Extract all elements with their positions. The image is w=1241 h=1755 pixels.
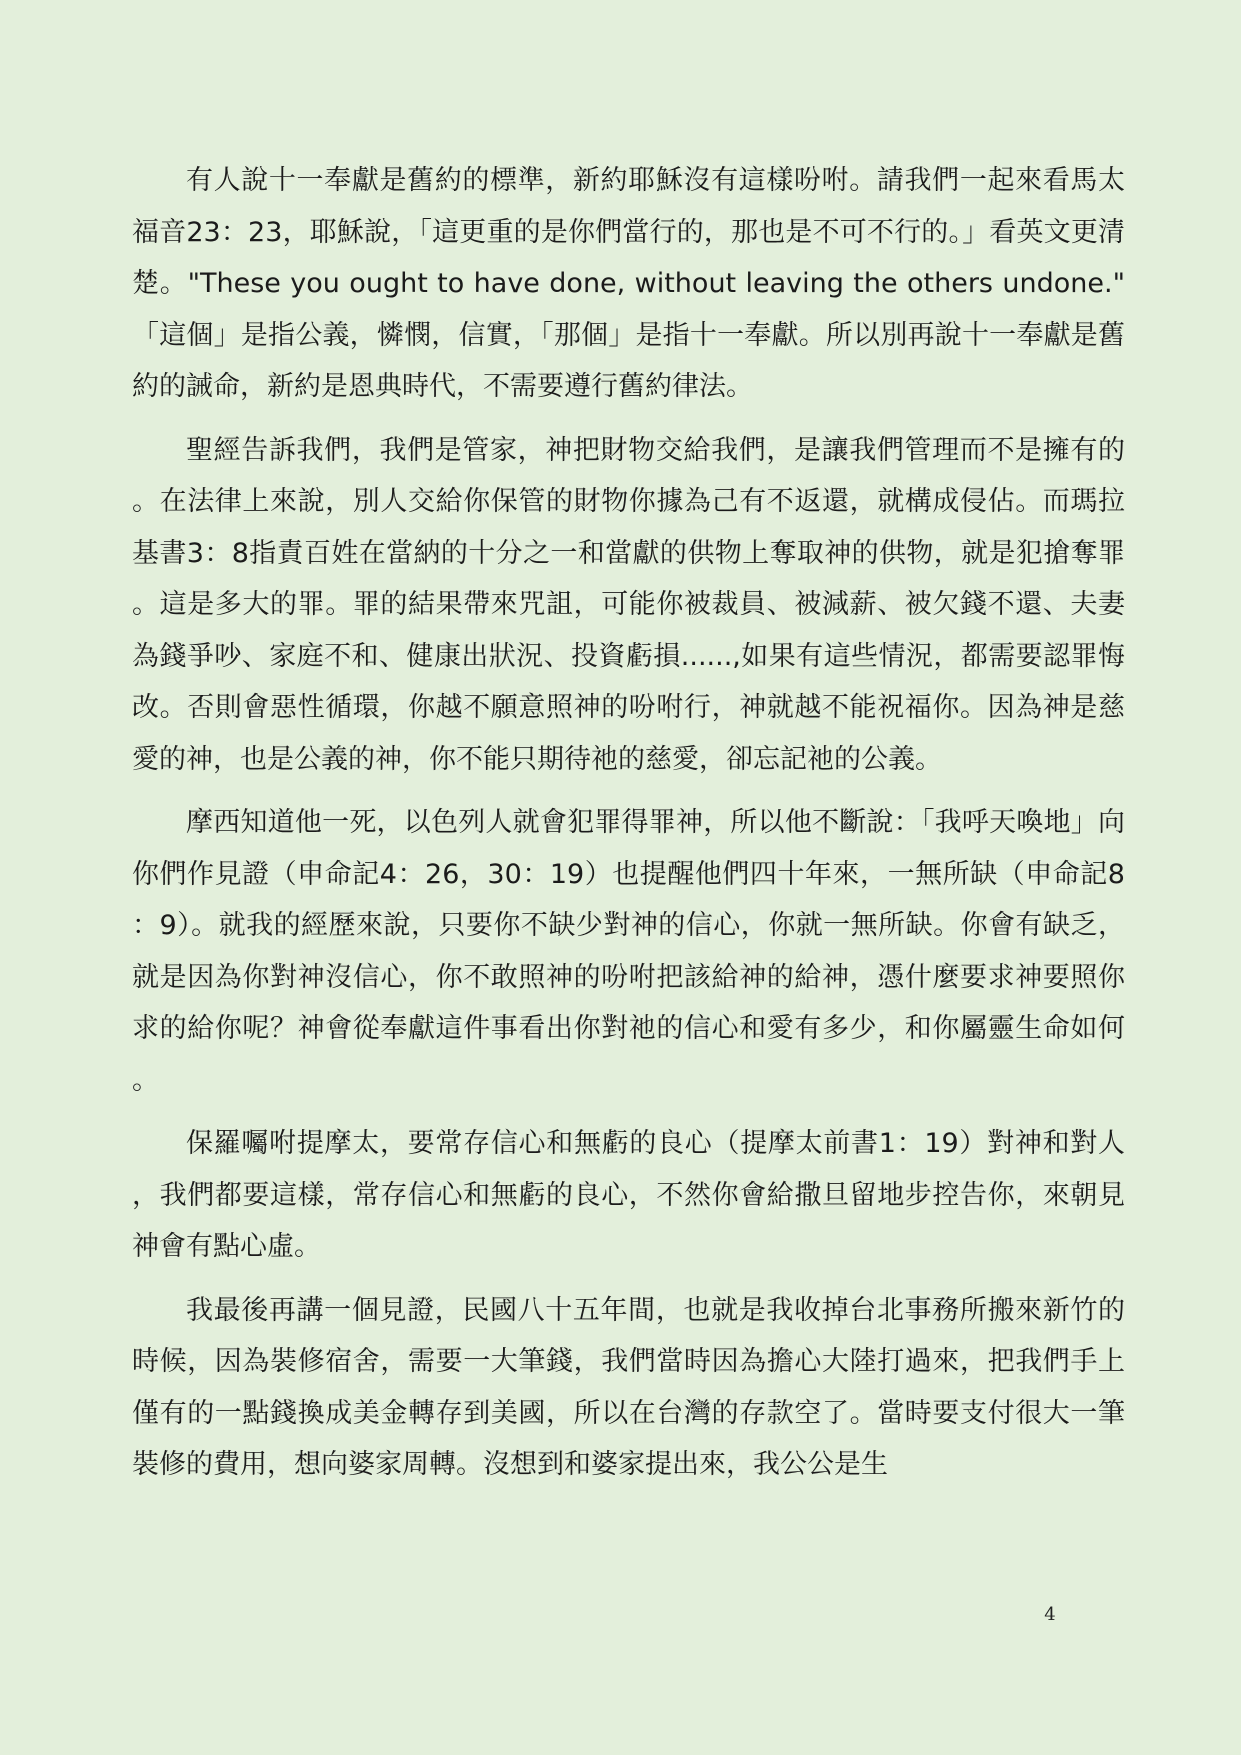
paragraph-final-testimony: 我最後再講一個見證，民國八十五年間，也就是我收掉台北事務所搬來新竹的時候，因為裝修宿舍，需要一大筆錢，我們當時因為擔心大陸打過來，把我們手上僅有的一點錢換成美金轉存到美國，所以在台灣的存款空了。當時要支付很大一筆裝修的費用，想向婆家周轉。沒想到和婆家提出來，我公公是生 [132, 1294, 1125, 1480]
page-number: 4 [1044, 1604, 1056, 1625]
paragraph-moses-testimony: 摩西知道他一死，以色列人就會犯罪得罪神，所以他不斷說：「我呼天喚地」向你們作見證（申命記4：26，30：19）也提醒他們四十年來，一無所缺（申命記8：9）。就我的經歷來說，只要你不缺少對神的信心，你就一無所缺。你會有缺乏，就是因為你對神沒信心，你不敢照神的吩咐把該給神的給神，憑什麼要求神要照你求的給你呢？神會從奉獻這件事看出你對祂的信心和愛有多少，和你屬靈生命如何。 [132, 807, 1125, 1096]
body-text [132, 155, 1125, 1503]
paragraph-tithe-new-covenant: 有人說十一奉獻是舊約的標準，新約耶穌沒有這樣吩咐。請我們一起來看馬太福音23：23，耶穌說，「這更重的是你們當行的，那也是不可不行的。」看英文更清楚。"These you ought to have done, without leaving the others undone."「這個」是指公義，憐憫，信實，「那個」是指十一奉獻。所以別再說十一奉獻是舊約的誡命，新約是恩典時代，不需要遵行舊約律法。 [132, 165, 1125, 402]
paragraph-stewardship: 聖經告訴我們，我們是管家，神把財物交給我們，是讓我們管理而不是擁有的。在法律上來說，別人交給你保管的財物你據為己有不返還，就構成侵佔。而瑪拉基書3：8指責百姓在當納的十分之一和當獻的供物上奪取神的供物，就是犯搶奪罪。這是多大的罪。罪的結果帶來咒詛，可能你被裁員、被減薪、被欠錢不還、夫妻為錢爭吵、家庭不和、健康出狀況、投資虧損......,如果有這些情況，都需要認罪悔改。否則會惡性循環，你越不願意照神的吩咐行，神就越不能祝福你。因為神是慈愛的神，也是公義的神，你不能只期待祂的慈愛，卻忘記祂的公義。 [132, 434, 1125, 775]
paragraph-paul-timothy: 保羅囑咐提摩太，要常存信心和無虧的良心（提摩太前書1：19）對神和對人，我們都要這樣，常存信心和無虧的良心，不然你會給撒旦留地步控告你，來朝見神會有點心虛。 [132, 1128, 1125, 1262]
